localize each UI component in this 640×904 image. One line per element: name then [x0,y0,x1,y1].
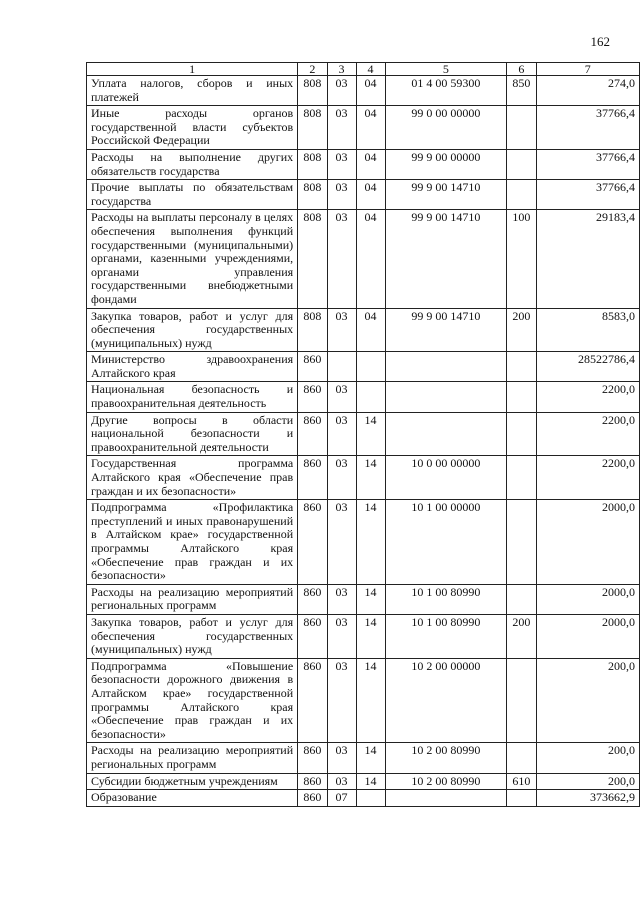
section-code-cell: 03 [327,76,356,106]
expense-type-cell [507,106,536,150]
header-col-1: 1 [87,63,298,76]
table-row [87,743,640,773]
amount-cell: 2200,0 [536,412,639,456]
table-row [87,149,640,179]
amount-cell: 2000,0 [536,614,639,658]
row-name-cell: Подпрограмма «Повышение безопасности дорожного движения в Алтайском крае» государственной программы Алтайского края «Обеспечение прав граждан и их безопасности» [87,658,298,743]
target-article-cell: 10 2 00 80990 [385,743,507,773]
row-name-cell: Подпрограмма «Профилактика преступлений и иных правонарушений в Алтайском крае» государственной программы Алтайского края «Обеспечение прав граждан и их безопасности» [87,500,298,585]
subsection-code-cell: 04 [356,308,385,352]
amount-cell: 373662,9 [536,790,639,807]
subsection-code-cell [356,790,385,807]
section-code-cell: 03 [327,412,356,456]
department-code-cell: 860 [298,614,327,658]
section-code-cell: 03 [327,773,356,790]
budget-table-wrapper [86,62,640,807]
subsection-code-cell: 04 [356,149,385,179]
table-row [87,456,640,500]
amount-cell: 37766,4 [536,106,639,150]
table-row [87,106,640,150]
header-col-6: 6 [507,63,536,76]
subsection-code-cell: 14 [356,412,385,456]
subsection-code-cell: 14 [356,584,385,614]
row-name-cell: Иные расходы органов государственной власти субъектов Российской Федерации [87,106,298,150]
target-article-cell: 99 9 00 14710 [385,210,507,308]
section-code-cell: 03 [327,210,356,308]
amount-cell: 200,0 [536,658,639,743]
department-code-cell: 860 [298,352,327,382]
budget-table [86,62,640,807]
table-row [87,210,640,308]
department-code-cell: 860 [298,584,327,614]
table-row [87,382,640,412]
header-col-2: 2 [298,63,327,76]
table-row [87,352,640,382]
department-code-cell: 860 [298,773,327,790]
header-col-4: 4 [356,63,385,76]
subsection-code-cell: 04 [356,106,385,150]
amount-cell: 200,0 [536,743,639,773]
row-name-cell: Другие вопросы в области национальной безопасности и правоохранительной деятельности [87,412,298,456]
amount-cell: 2200,0 [536,456,639,500]
target-article-cell: 99 9 00 00000 [385,149,507,179]
target-article-cell: 10 0 00 00000 [385,456,507,500]
row-name-cell: Национальная безопасность и правоохранительная деятельность [87,382,298,412]
section-code-cell: 03 [327,658,356,743]
table-row [87,500,640,585]
row-name-cell: Расходы на выполнение других обязательств государства [87,149,298,179]
subsection-code-cell: 14 [356,658,385,743]
section-code-cell: 03 [327,149,356,179]
section-code-cell: 03 [327,500,356,585]
subsection-code-cell: 04 [356,210,385,308]
amount-cell: 8583,0 [536,308,639,352]
section-code-cell: 03 [327,308,356,352]
table-row [87,790,640,807]
table-row [87,773,640,790]
table-row [87,76,640,106]
department-code-cell: 860 [298,382,327,412]
amount-cell: 2000,0 [536,500,639,585]
expense-type-cell [507,412,536,456]
department-code-cell: 808 [298,106,327,150]
table-row [87,412,640,456]
expense-type-cell [507,456,536,500]
subsection-code-cell [356,352,385,382]
row-name-cell: Уплата налогов, сборов и иных платежей [87,76,298,106]
row-name-cell: Министерство здравоохранения Алтайского края [87,352,298,382]
section-code-cell [327,352,356,382]
department-code-cell: 808 [298,210,327,308]
header-col-3: 3 [327,63,356,76]
target-article-cell [385,382,507,412]
header-col-7: 7 [536,63,639,76]
row-name-cell: Расходы на реализацию мероприятий региональных программ [87,584,298,614]
amount-cell: 274,0 [536,76,639,106]
target-article-cell [385,412,507,456]
section-code-cell: 03 [327,456,356,500]
target-article-cell: 99 0 00 00000 [385,106,507,150]
department-code-cell: 860 [298,500,327,585]
row-name-cell: Расходы на реализацию мероприятий региональных программ [87,743,298,773]
department-code-cell: 860 [298,743,327,773]
row-name-cell: Государственная программа Алтайского края «Обеспечение прав граждан и их безопасности» [87,456,298,500]
target-article-cell [385,352,507,382]
expense-type-cell [507,658,536,743]
department-code-cell: 808 [298,149,327,179]
table-row [87,614,640,658]
section-code-cell: 03 [327,743,356,773]
subsection-code-cell: 04 [356,180,385,210]
row-name-cell: Образование [87,790,298,807]
target-article-cell: 01 4 00 59300 [385,76,507,106]
expense-type-cell [507,790,536,807]
expense-type-cell [507,352,536,382]
row-name-cell: Прочие выплаты по обязательствам государства [87,180,298,210]
department-code-cell: 860 [298,790,327,807]
target-article-cell: 10 1 00 80990 [385,614,507,658]
row-name-cell: Субсидии бюджетным учреждениям [87,773,298,790]
table-row [87,584,640,614]
page-number: 162 [590,34,610,49]
target-article-cell: 10 1 00 80990 [385,584,507,614]
target-article-cell: 10 1 00 00000 [385,500,507,585]
amount-cell: 200,0 [536,773,639,790]
row-name-cell: Расходы на выплаты персоналу в целях обеспечения выполнения функций государственными (муниципальными) органами, казенными учреждениями, органами управления государственными внебюджетными фондами [87,210,298,308]
expense-type-cell [507,584,536,614]
table-row [87,180,640,210]
header-row [87,63,640,76]
subsection-code-cell: 14 [356,773,385,790]
expense-type-cell: 100 [507,210,536,308]
section-code-cell: 03 [327,382,356,412]
target-article-cell: 10 2 00 00000 [385,658,507,743]
table-row [87,308,640,352]
header-col-5: 5 [385,63,507,76]
section-code-cell: 07 [327,790,356,807]
subsection-code-cell: 14 [356,500,385,585]
expense-type-cell [507,743,536,773]
amount-cell: 37766,4 [536,180,639,210]
subsection-code-cell [356,382,385,412]
section-code-cell: 03 [327,180,356,210]
expense-type-cell: 850 [507,76,536,106]
subsection-code-cell: 04 [356,76,385,106]
amount-cell: 2000,0 [536,584,639,614]
target-article-cell: 99 9 00 14710 [385,308,507,352]
expense-type-cell [507,500,536,585]
subsection-code-cell: 14 [356,456,385,500]
amount-cell: 28522786,4 [536,352,639,382]
expense-type-cell [507,180,536,210]
department-code-cell: 808 [298,76,327,106]
target-article-cell [385,790,507,807]
subsection-code-cell: 14 [356,743,385,773]
amount-cell: 2200,0 [536,382,639,412]
expense-type-cell: 200 [507,308,536,352]
expense-type-cell: 200 [507,614,536,658]
department-code-cell: 808 [298,180,327,210]
target-article-cell: 99 9 00 14710 [385,180,507,210]
amount-cell: 29183,4 [536,210,639,308]
department-code-cell: 808 [298,308,327,352]
target-article-cell: 10 2 00 80990 [385,773,507,790]
table-row [87,658,640,743]
department-code-cell: 860 [298,658,327,743]
department-code-cell: 860 [298,456,327,500]
subsection-code-cell: 14 [356,614,385,658]
row-name-cell: Закупка товаров, работ и услуг для обеспечения государственных (муниципальных) нужд [87,308,298,352]
amount-cell: 37766,4 [536,149,639,179]
expense-type-cell [507,149,536,179]
section-code-cell: 03 [327,584,356,614]
expense-type-cell: 610 [507,773,536,790]
section-code-cell: 03 [327,614,356,658]
row-name-cell: Закупка товаров, работ и услуг для обеспечения государственных (муниципальных) нужд [87,614,298,658]
section-code-cell: 03 [327,106,356,150]
expense-type-cell [507,382,536,412]
department-code-cell: 860 [298,412,327,456]
